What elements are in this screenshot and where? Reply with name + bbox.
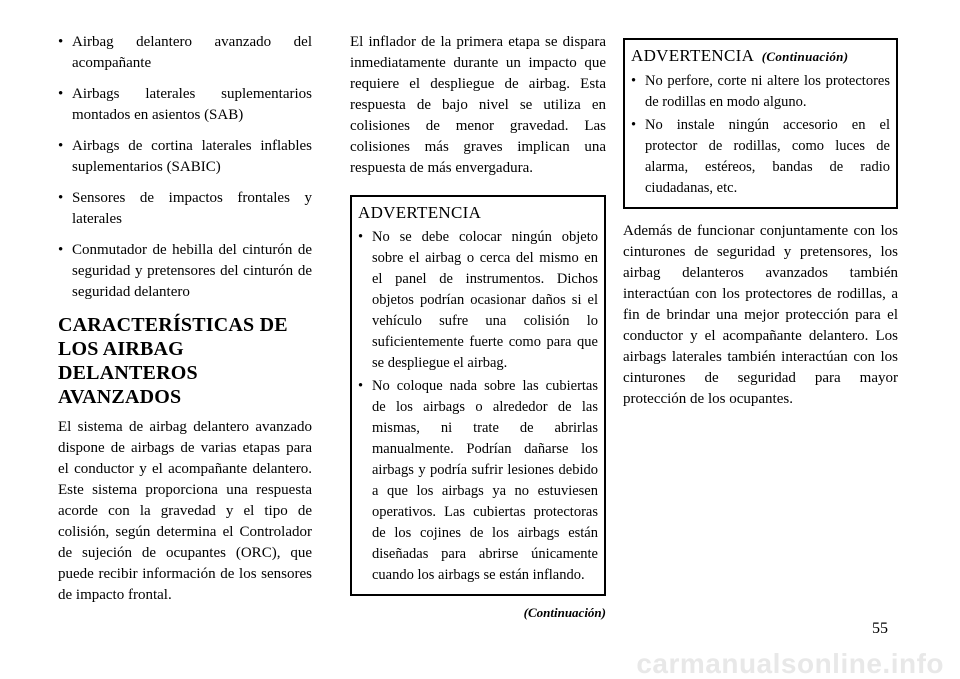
continued-note: (Continuación) [523,605,606,620]
list-item: • Sensores de impactos frontales y laterales [58,188,312,230]
body-paragraph: Además de funcionar conjuntamente con los cinturones de seguridad y pretensores, los airbag delanteros avanzados también interactúan con los protectores de rodillas, a fin de brindar una mejor protección para el conductor y el acompañante delantero. Los airbags laterales también interactúan con los cinturones de seguridad para mayor protección de los ocupantes. [623,223,898,407]
feature-list [58,32,312,303]
column-left [58,32,312,606]
watermark: carmanualsonline.info [636,648,944,679]
warning-title-row [631,44,890,69]
body-paragraph: El sistema de airbag delantero avanzado dispone de airbags de varias etapas para el conductor y el acompañante delantero. Este sistema proporciona una respuesta acorde con la gravedad y el tipo de colisión, según determina el Controlador de sujeción de ocupantes (ORC), que puede recibir información de los sensores de impacto frontal. [58,419,312,603]
warning-item: • No instale ningún accesorio en el protector de rodillas, como luces de alarma, estéreos, bandas de radio ciudadanas, etc. [631,115,890,199]
list-item: • Airbags de cortina laterales inflables suplementarios (SABIC) [58,136,312,178]
warning-title: ADVERTENCIA [631,46,754,65]
warning-item: • No perfore, corte ni altere los protectores de rodillas en modo alguno. [631,71,890,113]
warning-box [623,38,898,209]
warning-continued-label: (Continuación) [761,49,849,64]
body-paragraph: El inflador de la primera etapa se dispara inmediatamente durante un impacto que requiere el despliegue de airbag. Esta respuesta de bajo nivel se utiliza en colisiones de menor gravedad. Las colisiones más graves implican una respuesta de más envergadura. [350,34,606,176]
warning-item: • No coloque nada sobre las cubiertas de los airbags o alrededor de las mismas, ni trate de abrirlas manualmente. Podrían dañarse los airbags y podría sufrir lesiones debido a que los airbags ya no estuviesen operativos. Las cubiertas protectoras de los cojines de los airbags están diseñadas para abrirse únicamente cuando los airbags se están inflando. [358,376,598,586]
column-right [623,32,898,410]
list-item: • Conmutador de hebilla del cinturón de seguridad y pretensores del cinturón de seguridad delantero [58,240,312,303]
warning-list [358,227,598,586]
warning-title: ADVERTENCIA [358,203,482,222]
page-number: 55 [872,620,888,637]
list-item: • Airbag delantero avanzado del acompañante [58,32,312,74]
list-item: • Airbags laterales suplementarios montados en asientos (SAB) [58,84,312,126]
warning-list [631,71,890,199]
section-heading: CARACTERÍSTICAS DE LOS AIRBAG DELANTEROS AVANZADOS [58,314,288,408]
column-middle [350,32,606,623]
warning-item: • No se debe colocar ningún objeto sobre el airbag o cerca del mismo en el panel de instrumentos. Dichos objetos podrían ocasionar daños si el vehículo sufre una colisión lo suficientemente fuerte como para que se despliegue el airbag. [358,227,598,374]
warning-box [350,195,606,596]
